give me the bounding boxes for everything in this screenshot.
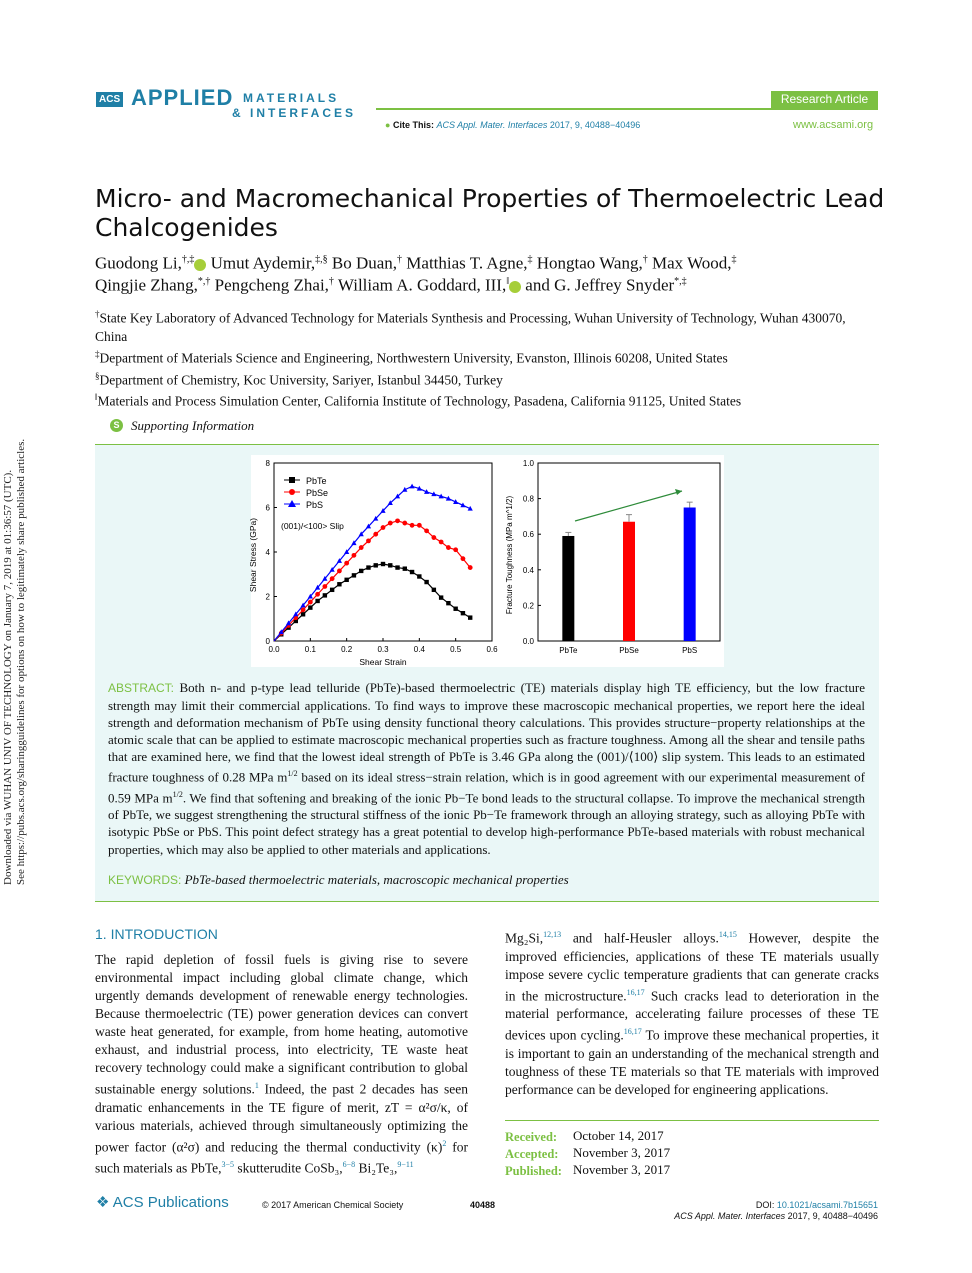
slip-annotation: (001)/<100> Slip [281,521,344,531]
author-line-1: Guodong Li,†,‡ Umut Aydemir,‡,§ Bo Duan,† Matthias T. Agne,‡ Hongtao Wang,† Max Wood,‡ [95,253,737,273]
point-pbte [424,580,428,584]
author-line-2: Qingjie Zhang,*,† Pengcheng Zhai,† William A. Goddard, III,‖ and G. Jeffrey Snyder*,‡ [95,275,687,295]
bar-pbte [562,536,574,641]
article-type-badge: Research Article [771,91,878,108]
point-pbse [366,538,371,543]
point-pbte [374,563,378,567]
point-pbte [366,565,370,569]
toc-charts [248,455,724,667]
point-pbte [301,612,305,616]
point-pbs [409,484,414,489]
cite-details: 2017, 9, 40488−40496 [549,120,641,130]
date-accepted: Accepted: [505,1147,559,1161]
point-pbte [359,569,363,573]
doi-block: DOI: 10.1021/acsami.7b15651 ACS Appl. Mater. Interfaces 2017, 9, 40488−40496 [674,1200,878,1221]
series-line-pbs [274,486,470,641]
abstract-text: ABSTRACT: Both n- and p-type lead telluride (PbTe)-based thermoelectric (TE) materials display high TE efficiency, but the low fracture strength may limit their commercial applications. To find ways to improve these macroscopic mechanical properties, we report here the ideal strength and deformation mechanism of PbTe using density functional theory calculations. This provides structure−property relationships at the atomic scale that can be applied to estimate macroscopic mechanical properties such as fracture toughness. Among all the shear and tensile paths that are examined here, we find that the lowest ideal strength of PbTe is 3.46 GPa along the (001)/⟨100⟩ slip system. This leads to an estimated fracture toughness of 0.28 MPa $m^{1/2}$ based on its ideal stress−strain relation, which is in good agreement with our experimental measurement of 0.59 MPa $m^{1/2}$. We find that softening and breaking of the ionic Pb−Te bond leads to the structural collapse. To improve the mechanical strength of PbTe, we suggest strengthening the structural stiffness of the ionic Pb−Te framework through an alloying strategy, such as alloying PbTe with isotypic PbSe or PbS. This point defect strategy has a great potential to develop high-performance PbTe-based materials with robust mechanical properties, which may also be applied to other materials and applications. [108,680,866,857]
point-pbte [453,607,457,611]
y-tick-label: 0 [265,637,270,646]
point-pbte [403,566,407,570]
y-tick-label: 0.4 [522,565,534,575]
y-tick-label: 1.0 [522,459,534,468]
supporting-info-link[interactable]: Supporting Information [131,418,255,433]
cite-label: Cite This: [392,120,434,130]
point-pbte [432,588,436,592]
page-number: 40488 [470,1200,496,1210]
point-pbte [315,599,319,603]
point-pbte [337,582,341,586]
category-label: PbTe [559,646,578,655]
date-received-value: October 14, 2017 [573,1128,664,1143]
x-tick-label: 0.5 [450,645,462,654]
x-tick-label: 0.0 [268,645,280,654]
y-tick-label: 0.2 [522,601,534,611]
point-pbse [431,535,436,540]
download-notice: Downloaded via WUHAN UNIV OF TECHNOLOGY on January 7, 2019 at 01:36:57 (UTC). See https://pubs.acs.org/sharingguidelines for options on how to legitimately share published articles. [2,438,27,885]
y-tick-label: 2 [265,592,270,602]
point-pbse [417,523,422,528]
point-pbse [402,521,407,526]
point-pbse [330,576,335,581]
x-tick-label: 0.1 [304,645,316,654]
point-pbte [330,588,334,592]
stress-ylabel: Shear Stress (GPa) [248,517,258,593]
doi-link[interactable]: 10.1021/acsami.7b15651 [776,1200,878,1210]
body-right-column: Mg₂Si,$^{12,13}$ and half-Heusler alloys.$^{14,15}$ However, despite the improved efficiencies, applications of these TE materials usually impose severe cyclic temperature gradients that can generate cracks in the microstructure.$^{16,17}$ Such cracks lead to deterioration in the material performance, accelerating failure processes of these TE devices upon cycling.$^{16,17}$ To improve these mechanical properties, it is important to gain an understanding of the mechanical strength and toughness of these TE materials so that TE materials with improved performance can be developed for engineering applications. [505,930,880,1097]
y-tick-label: 0.8 [522,494,534,504]
point-pbse [410,523,415,528]
affiliation-2: ‡Department of Materials Science and Engineering, Northwestern University, Evanston, Illinois 60208, United States [95,349,728,366]
copyright: © 2017 American Chemical Society [262,1200,404,1210]
point-pbte [344,578,348,582]
x-tick-label: 0.3 [377,645,389,654]
point-pbte [352,573,356,577]
point-pbse [337,569,342,574]
point-pbse [352,553,357,558]
point-pbse [453,547,458,552]
point-pbse [446,545,451,550]
stress-chart-legend [284,476,328,510]
section-heading-introduction: 1. INTRODUCTION [95,926,218,942]
cite-icon: ● [385,120,391,130]
journal-logo-interfaces: & INTERFACES [232,106,357,120]
y-tick-label: 6 [265,503,270,513]
y-tick-label: 0.0 [522,637,534,646]
point-pbse [373,532,378,537]
legend-pbs: PbS [306,500,324,510]
point-pbse [315,592,320,597]
point-pbse [439,540,444,545]
date-received: Received: [505,1130,558,1144]
point-pbse [344,561,349,566]
point-pbse [308,600,313,605]
acs-publications-icon: ❖ [96,1194,110,1211]
acs-publications-logo[interactable]: ❖ ACS Publications [96,1194,229,1211]
point-pbte [446,601,450,605]
toc-graphic [248,455,724,667]
point-pbse [468,565,473,570]
y-tick-label: 0.6 [522,530,534,540]
x-tick-label: 0.4 [413,645,425,654]
point-pbse [424,528,429,533]
category-label: PbSe [619,646,639,655]
journal-website-link[interactable]: www.acsami.org [793,119,874,131]
cite-this[interactable] [385,120,640,130]
point-pbte [395,565,399,569]
affiliation-4: ‖Materials and Process Simulation Center, California Institute of Technology, Pasadena, California 91125, United States [95,392,742,409]
body-left-column: The rapid depletion of fossil fuels is giving rise to severe environmental impact including global climate change, which urgently demands development of renewable energy technologies. Because thermoelectric (TE) power generation devices can convert waste heat generated, for example, from home heating, automotive exhaust, and industrial process, into electricity, TE waste heat recovery technology could make a significant contribution to global sustainable energy solutions.$^1$ Indeed, the past 2 decades has seen dramatic enhancements in the TE figure of merit, zT = α²σ/κ, of various materials, achieved through simultaneously optimizing the power factor (α²σ) and reducing the thermal conductivity $(\kappa)^2$ for such materials as PbTe,$^{3-5}$ skutterudite CoSb₃,$^{6-8}$ Bi₂Te₃,$^{9-11}$ [95,952,468,1176]
point-pbse [461,556,466,561]
x-tick-label: 0.6 [486,645,498,654]
point-pbte [308,605,312,609]
orcid-icon[interactable] [194,259,206,271]
point-pbse [322,584,327,589]
stress-xlabel: Shear Strain [359,657,407,667]
acs-logo: ACS [96,92,123,107]
cite-journal: ACS Appl. Mater. Interfaces [436,120,548,130]
y-tick-label: 4 [265,548,270,557]
date-published: Published: [505,1164,562,1178]
keywords-label: KEYWORDS: [108,873,182,887]
point-pbte [439,595,443,599]
series-line-pbse [274,521,470,641]
legend-pbte: PbTe [306,476,327,486]
date-published-value: November 3, 2017 [573,1162,671,1177]
point-pbte [417,574,421,578]
point-pbte [381,562,385,566]
date-accepted-value: November 3, 2017 [573,1145,671,1160]
affiliation-1: †State Key Laboratory of Advanced Technology for Materials Synthesis and Processing, Wuhan University of Technology, Wuhan 430070, China [95,309,846,344]
header-divider [376,108,878,110]
point-pbse [381,525,386,530]
point-pbte [388,563,392,567]
toughness-ylabel: Fracture Toughness (MPa m^1/2) [505,495,514,615]
trend-arrowhead [675,489,682,495]
article-title: Micro- and Macromechanical Properties of Thermoelectric Lead Chalcogenides [95,184,885,242]
point-pbse [388,521,393,526]
y-tick-label: 8 [265,459,270,468]
point-pbte [323,593,327,597]
category-label: PbS [682,646,698,655]
supporting-info-icon: S [110,419,123,432]
dates-divider [505,1120,879,1121]
abstract-label: ABSTRACT: [108,681,175,695]
keywords: KEYWORDS: PbTe-based thermoelectric materials, macroscopic mechanical properties [108,872,569,887]
journal-logo-materials: MATERIALS [243,91,340,105]
journal-logo-applied: APPLIED [131,85,234,110]
point-pbte [461,611,465,615]
orcid-icon[interactable] [509,281,521,293]
point-pbte [410,570,414,574]
bar-pbs [684,508,696,642]
series-line-pbte [274,564,470,641]
point-pbse [395,518,400,523]
x-tick-label: 0.2 [341,645,353,654]
point-pbte [468,615,472,619]
bar-pbse [623,522,635,641]
point-pbse [359,545,364,550]
affiliation-3: §Department of Chemistry, Koc University, Sariyer, Istanbul 34450, Turkey [95,371,503,388]
legend-pbse: PbSe [306,488,329,498]
